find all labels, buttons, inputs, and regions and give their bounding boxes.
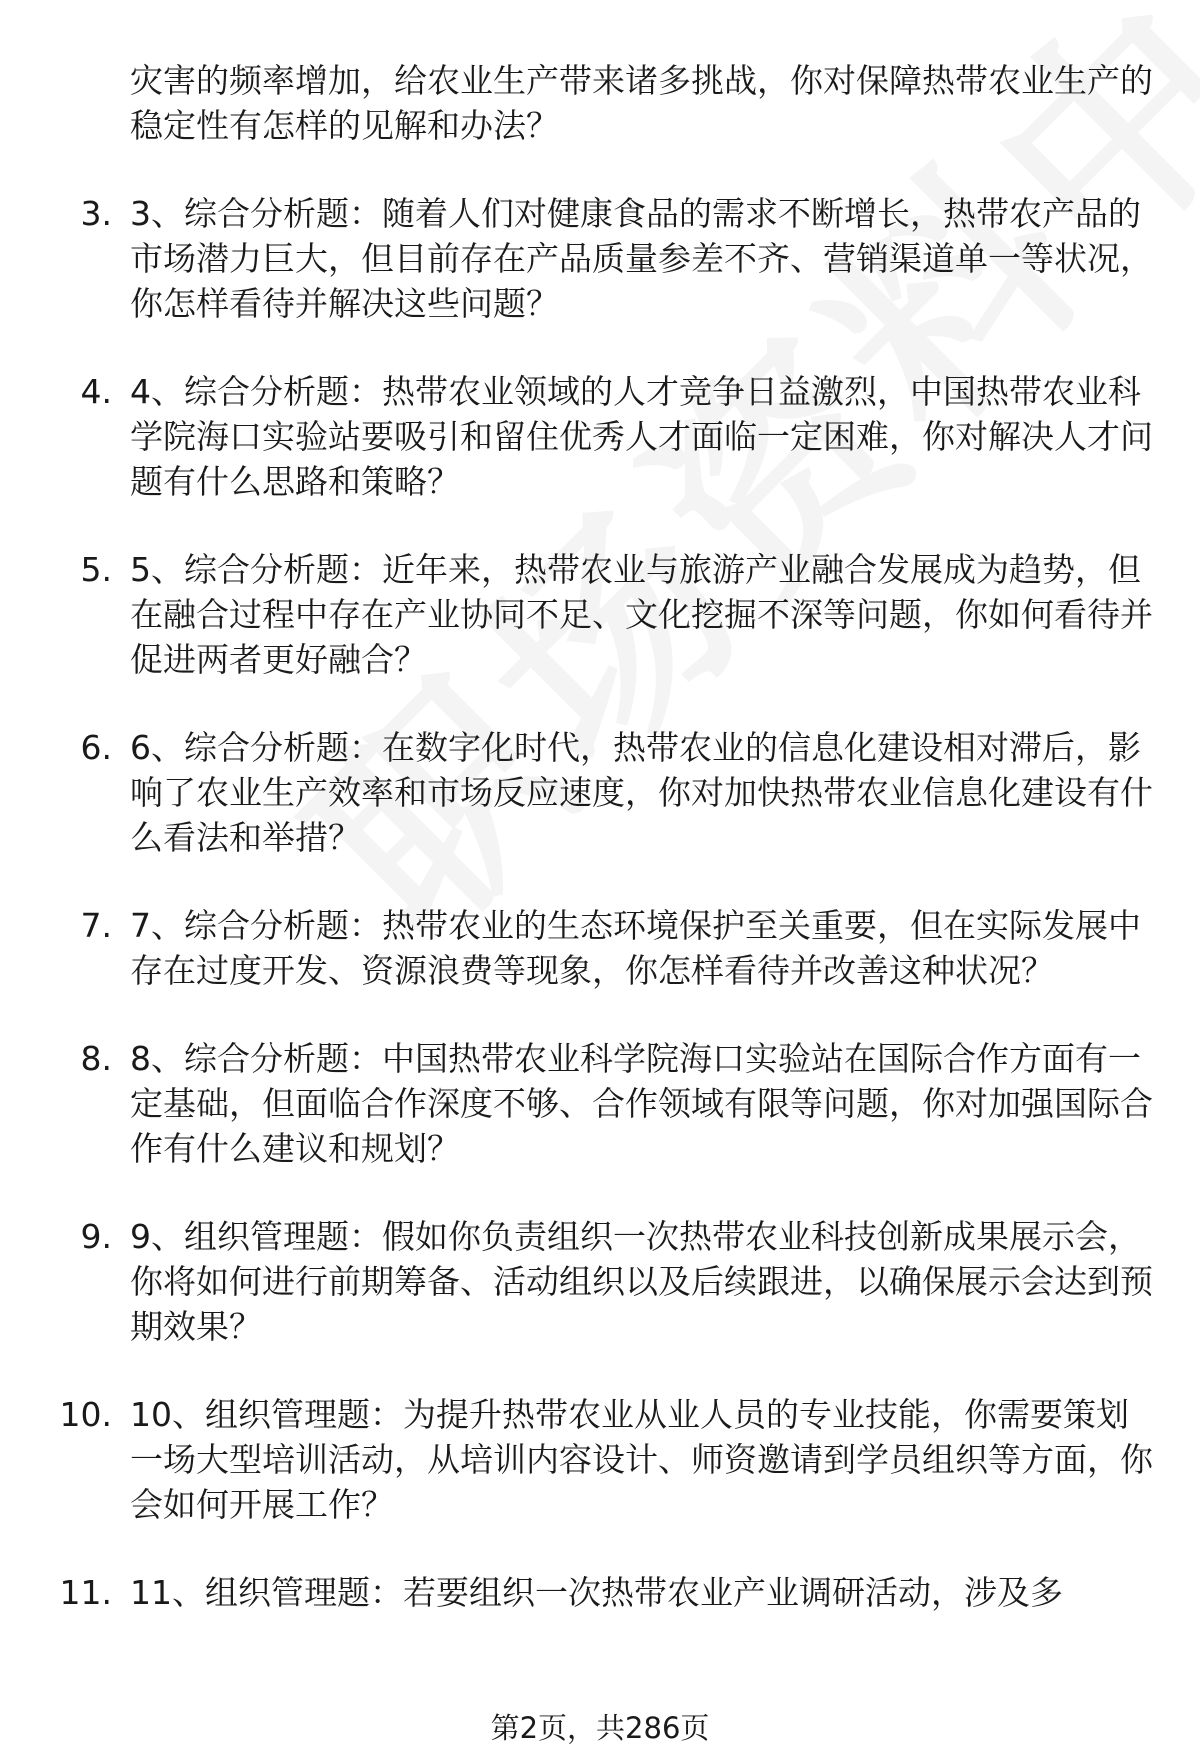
item-number: 7. — [80, 906, 112, 945]
list-item — [0, 1570, 1200, 1615]
list-item — [0, 1214, 1200, 1349]
item-text: 7、综合分析题：热带农业的生态环境保护至关重要，但在实际发展中存在过度开发、资源浪费等现象，你怎样看待并改善这种状况？ — [130, 906, 1141, 990]
item-text: 4、综合分析题：热带农业领域的人才竞争日益激烈，中国热带农业科学院海口实验站要吸引和留住优秀人才面临一定困难，你对解决人才问题有什么思路和策略？ — [130, 372, 1153, 501]
item-number: 5. — [80, 550, 112, 589]
list-item — [0, 1392, 1200, 1527]
item-text: 5、综合分析题：近年来，热带农业与旅游产业融合发展成为趋势，但在融合过程中存在产业协同不足、文化挖掘不深等问题，你如何看待并促进两者更好融合？ — [130, 550, 1153, 679]
list-item — [0, 1036, 1200, 1171]
list-item — [0, 547, 1200, 682]
question-list — [0, 58, 1200, 1615]
item-text: 8、综合分析题：中国热带农业科学院海口实验站在国际合作方面有一定基础，但面临合作深度不够、合作领域有限等问题，你对加强国际合作有什么建议和规划？ — [130, 1039, 1153, 1168]
item-text: 9、组织管理题：假如你负责组织一次热带农业科技创新成果展示会，你将如何进行前期筹备、活动组织以及后续跟进，以确保展示会达到预期效果？ — [130, 1217, 1153, 1346]
page-footer: 第2页，共286页 — [490, 1711, 710, 1745]
continuation-text: 灾害的频率增加，给农业生产带来诸多挑战，你对保障热带农业生产的稳定性有怎样的见解和办法？ — [130, 61, 1153, 145]
item-text: 3、综合分析题：随着人们对健康食品的需求不断增长，热带农产品的市场潜力巨大，但目前存在产品质量参差不齐、营销渠道单一等状况，你怎样看待并解决这些问题？ — [130, 194, 1153, 323]
item-number: 9. — [80, 1217, 112, 1256]
item-number: 10. — [59, 1395, 112, 1434]
item-text: 11、组织管理题：若要组织一次热带农业产业调研活动，涉及多 — [130, 1573, 1063, 1612]
list-item — [0, 369, 1200, 504]
item-number: 6. — [80, 728, 112, 767]
list-item — [0, 191, 1200, 326]
item-number: 3. — [80, 194, 112, 233]
item-text: 10、组织管理题：为提升热带农业从业人员的专业技能，你需要策划一场大型培训活动，从培训内容设计、师资邀请到学员组织等方面，你会如何开展工作？ — [130, 1395, 1153, 1524]
item-text: 6、综合分析题：在数字化时代，热带农业的信息化建设相对滞后，影响了农业生产效率和市场反应速度，你对加快热带农业信息化建设有什么看法和举措？ — [130, 728, 1153, 857]
item-number: 4. — [80, 372, 112, 411]
list-item — [0, 903, 1200, 993]
list-item — [0, 725, 1200, 860]
item-number: 11. — [59, 1573, 112, 1612]
item-number: 8. — [80, 1039, 112, 1078]
